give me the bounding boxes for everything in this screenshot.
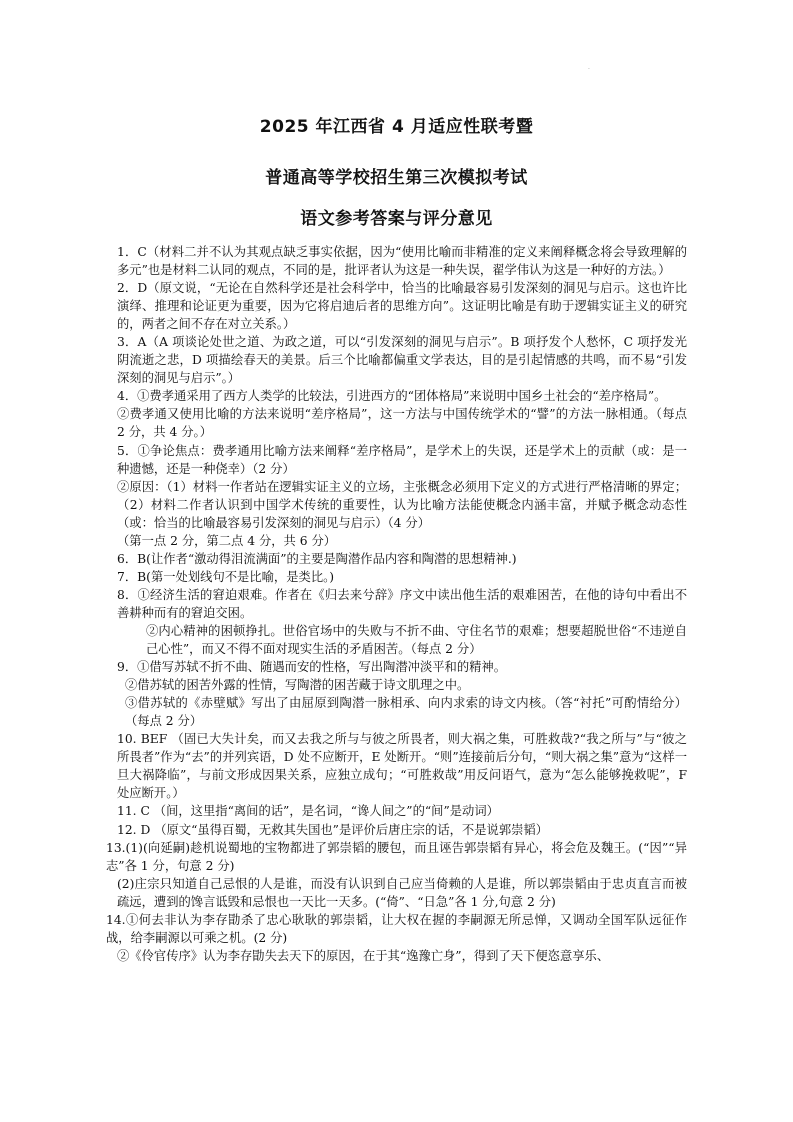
answer-7: 7．B(第一处划线句不是比喻，是类比。)	[117, 569, 335, 584]
title-line-2: 普通高等学校招生第三次模拟考试	[265, 168, 528, 188]
answer-14-point-2: ②《伶官传序》认为李存勖失去天下的原因，在于其“逸豫亡身”，得到了天下便恣意享乐、	[117, 948, 610, 963]
answer-4-point-1: 4．①费孝通采用了西方人类学的比较法，引进西方的“团体格局”来说明中国乡土社会的“差序格局”。	[117, 389, 667, 404]
answer-4-point-2: ②费孝通又使用比喻的方法来说明“差序格局”，这一方法与中国传统学术的“譬”的方法一脉相通。（每点 2 分，共 4 分。）	[117, 407, 687, 440]
answer-14-point-1: 14.①何去非认为李存勖杀了忠心耿耿的郭崇韬，让大权在握的李嗣源无所忌惮，又调动全国军队远征作战，给李嗣源以可乘之机。(2 分)	[106, 912, 687, 945]
answer-10: 10. BEF （固已大失计矣，而又去我之所与与彼之所畏者，则大祸之集，可胜救哉?“我之所与”与“彼之所畏者”作为“去”的并列宾语，D 处不应断开，E 处断开。“则”连接前后分句，“则大祸之集”意为“这样一旦大祸降临”，与前文形成因果关系，应独立成句；“可胜救哉”用反问语气，意为“怎么能够挽救呢”，F 处应断开。）	[117, 732, 687, 801]
answer-12: 12. D （原文“虽得百蜀，无救其失国也”是评价后唐庄宗的话，不是说郭崇韬）	[117, 822, 549, 837]
answer-6: 6．B(让作者“激动得泪流满面”的主要是陶潜作品内容和陶潜的思想精神.)	[117, 551, 517, 566]
answer-3: 3．A（A 项谈论处世之道、为政之道，可以“引发深刻的洞见与启示”。B 项抒发个人愁怀，C 项抒发光阴流逝之悲，D 项描绘春天的美景。后三个比喻都偏重文学表达，目的是引起情感的共鸣，而不易“引发深刻的洞见与启示”。）	[117, 335, 687, 386]
answer-5-scoring: （第一点 2 分，第二点 4 分，共 6 分）	[117, 533, 337, 548]
answer-13-part-2: (2)庄宗只知道自己忌恨的人是谁，而没有认识到自己应当倚赖的人是谁，所以郭崇韬由于忠贞直言而被疏远，遭到的馋言诋毁和忌恨也一天比一天多。(“倚”、“日急”各 1 分,句意 2 分)	[117, 876, 687, 909]
answer-9-point-1: 9．①借写苏轼不折不曲、随遇而安的性格，写出陶潜冲淡平和的精神。	[117, 660, 507, 675]
answer-9-point-3: ③借苏轼的《赤壁赋》写出了由屈原到陶潜一脉相承、向内求索的诗文内核。（答“衬托”可酌情给分）（每点 2 分）	[125, 696, 687, 729]
answer-body	[106, 243, 687, 965]
title-line-1: 2025 年江西省 4 月适应性联考暨	[259, 117, 534, 137]
answer-9-point-2: ②借苏轼的困苦外露的性情，写陶潜的困苦藏于诗文肌理之中。	[125, 678, 470, 693]
answer-5-point-2: ②原因：（1）材料一作者站在逻辑实证主义的立场，主张概念必须用下定义的方式进行严格清晰的界定；（2）材料二作者认识到中国学术传统的重要性，认为比喻方法能使概念内涵丰富，并赋予概念动态性（或：恰当的比喻最容易引发深刻的洞见与启示）（4 分）	[117, 479, 687, 530]
answer-8-point-1: 8．①经济生活的窘迫艰难。作者在《归去来兮辞》序文中读出他生活的艰难困苦，在他的诗句中看出不善耕种而有的窘迫交困。	[117, 587, 687, 620]
answer-1: 1．C（材料二并不认为其观点缺乏事实依据，因为“使用比喻而非精准的定义来阐释概念将会导致理解的多元”也是材料二认同的观点，不同的是，批评者认为这是一种失误，翟学伟认为这是一种好的方法。）	[117, 245, 687, 278]
title-line-3: 语文参考答案与评分意见	[300, 209, 493, 229]
answer-11: 11. C （间，这里指“离间的话”，是名词，“谗人间之”的“间”是动词）	[117, 804, 499, 819]
answer-5-point-1: 5．①争论焦点：费孝通用比喻方法来阐释“差序格局”，是学术上的失误，还是学术上的贡献（或：是一种遗憾，还是一种侥幸）（2 分）	[117, 443, 687, 476]
corner-dot: ·	[588, 66, 590, 73]
answer-2: 2．D（原文说，“无论在自然科学还是社会科学中，恰当的比喻最容易引发深刻的洞见与启示。这也许比演绎、推理和论证更为重要，因为它将启迪后者的思维方向”。这证明比喻是有助于逻辑实证主义的研究的，两者之间不存在对立关系。）	[117, 281, 687, 332]
answer-13-part-1: 13.(1)(向延嗣)趁机说蜀地的宝物都进了郭崇韬的腰包，而且诬告郭崇韬有异心，将会危及魏王。(“因”“异志”各 1 分，句意 2 分)	[106, 840, 687, 873]
answer-8-point-2: ②内心精神的困顿挣扎。世俗官场中的失败与不折不曲、守住名节的艰难；想要超脱世俗“不违逆自己心性”，而又不得不面对现实生活的矛盾困苦。（每点 2 分）	[146, 623, 687, 657]
